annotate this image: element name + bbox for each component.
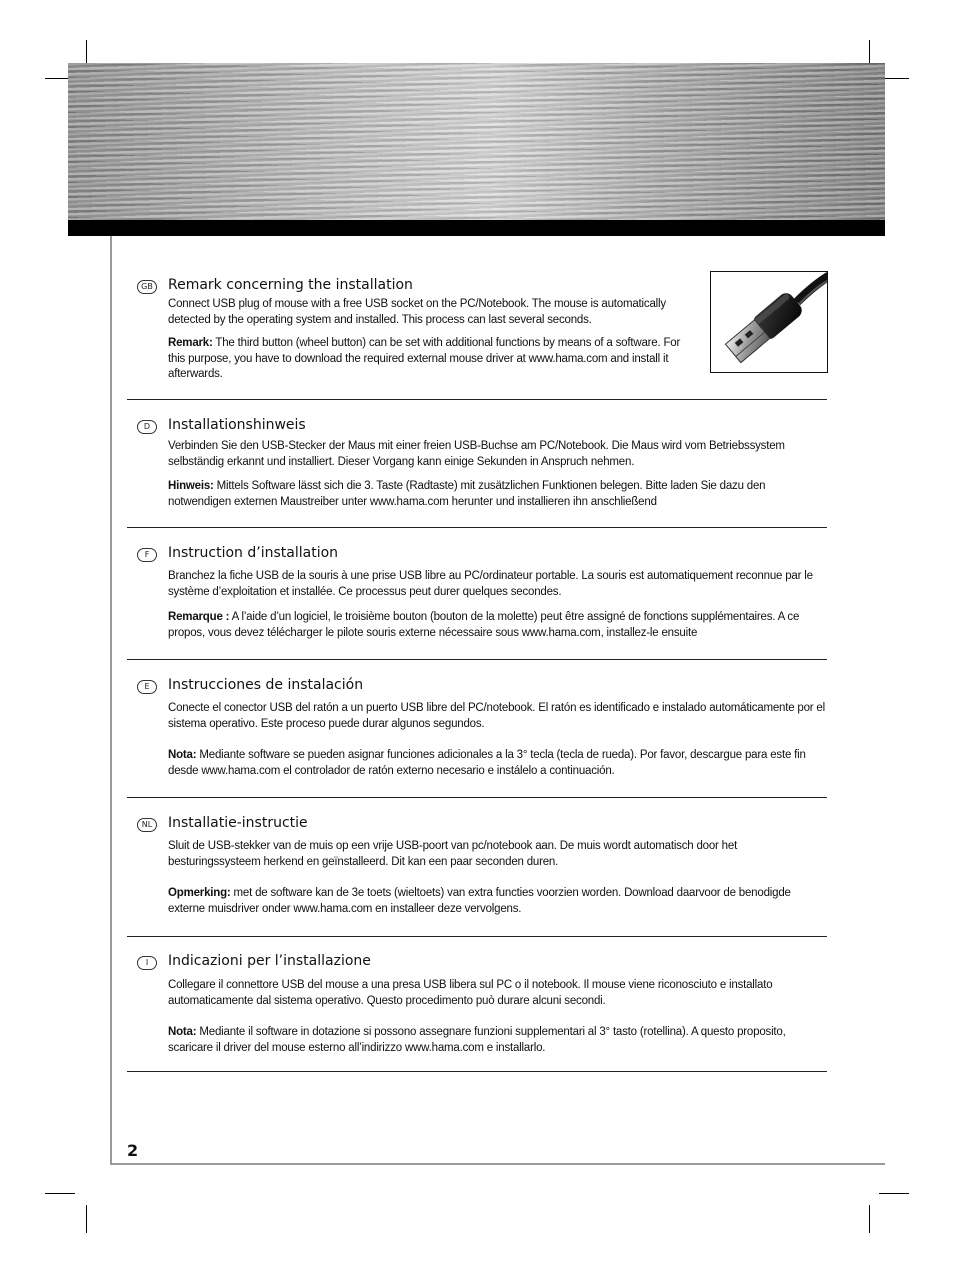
- crop-mark: [869, 1205, 870, 1233]
- section-title: Installatie-instructie: [168, 815, 308, 831]
- section-title: Remark concerning the installation: [168, 277, 413, 293]
- section-remark: [168, 610, 826, 641]
- bottom-rule: [110, 1163, 885, 1165]
- section-paragraph: Sluit de USB-stekker van de muis op een vrije USB-poort van pc/notebook aan. De muis wordt automatisch door het besturingssysteem herkend en geïnstalleerd. Dit kan een paar seconden duren.: [168, 840, 738, 868]
- section-remark: [168, 336, 698, 383]
- remark-label: Hinweis:: [168, 480, 214, 492]
- section-nl: [127, 815, 827, 937]
- remark-label: Remark:: [168, 337, 213, 349]
- language-badge: I: [137, 956, 157, 970]
- language-badge: D: [137, 420, 157, 434]
- section-remark: [168, 886, 826, 917]
- section-paragraph: Verbinden Sie den USB-Stecker der Maus mit einer freien USB-Buchse am PC/Notebook. Die Maus wird vom Betriebssystem selbständig erkannt und installiert. Dieser Vorgang kann einige Sekunden in Anspruch nehmen.: [168, 440, 785, 468]
- remark-label: Nota:: [168, 749, 197, 761]
- left-rule: [110, 236, 112, 1165]
- language-badge: F: [137, 548, 157, 562]
- page-number: 2: [127, 1141, 139, 1160]
- section-e: [127, 677, 827, 798]
- remark-label: Nota:: [168, 1026, 197, 1038]
- remark-text: met de software kan de 3e toets (wieltoets) van extra functies voorzien worden. Download daarvoor de benodigde externe muisdriver onder www.hama.com en installeer deze vervolgens.: [168, 887, 791, 915]
- remark-text: Mittels Software lässt sich die 3. Taste (Radtaste) mit zusätzlichen Funktionen belegen. Bitte laden Sie dazu den notwendigen externen Maustreiber unter www.hama.com herunter und installieren ihn anschließend: [168, 480, 766, 508]
- section-d: [127, 417, 827, 528]
- language-badge: NL: [137, 818, 157, 832]
- remark-label: Opmerking:: [168, 887, 231, 899]
- section-paragraph: Connect USB plug of mouse with a free USB socket on the PC/Notebook. The mouse is automatically detected by the operating system and installed. This process can last several seconds.: [168, 298, 666, 326]
- crop-mark: [45, 1193, 75, 1194]
- section-paragraph: Conecte el conector USB del ratón a un puerto USB libre del PC/notebook. El ratón es identificado e instalado automáticamente por el sistema operativo. Este proceso puede durar algunos segundos.: [168, 702, 825, 730]
- section-gb: [127, 277, 827, 400]
- section-remark: [168, 748, 826, 779]
- section-paragraph: Collegare il connettore USB del mouse a una presa USB libera sul PC o il notebook. Il mouse viene riconosciuto e installato automaticamente dal sistema operativo. Questo procedimento può durare alcuni secondi.: [168, 979, 773, 1007]
- crop-mark: [879, 1193, 909, 1194]
- section-remark: [168, 479, 826, 510]
- remark-text: Mediante software se pueden asignar funciones adicionales a la 3° tecla (tecla de rueda). Por favor, descargue para este fin desde www.hama.com el controlador de ratón externo necesario e instálelo a continuación.: [168, 749, 806, 777]
- section-title: Instruction d’installation: [168, 545, 339, 561]
- header-bar: [68, 220, 885, 236]
- remark-text: Mediante il software in dotazione si possono assegnare funzioni supplementari al 3° tasto (rotellina). A questo proposito, scaricare il driver del mouse esterno all’indirizzo www.hama.com e installarlo.: [168, 1026, 786, 1054]
- section-title: Installationshinweis: [168, 417, 306, 433]
- remark-text: The third button (wheel button) can be set with additional functions by means of a software. For this purpose, you have to download the required external mouse driver at www.hama.com and install it afterwards.: [168, 337, 681, 380]
- section-f: [127, 545, 827, 660]
- section-remark: [168, 1025, 826, 1056]
- section-title: Instrucciones de instalación: [168, 677, 364, 693]
- remark-text: A l’aide d’un logiciel, le troisième bouton (bouton de la molette) peut être assigné de fonctions supplémentaires. A ce propos, vous devez télécharger le pilote souris externe nécessaire sous www.hama.com, installez-le ensuite: [168, 611, 800, 639]
- language-badge: GB: [137, 280, 157, 294]
- crop-mark: [86, 1205, 87, 1233]
- section-i: [127, 953, 827, 1072]
- section-paragraph: Branchez la fiche USB de la souris à une prise USB libre au PC/ordinateur portable. La souris est automatiquement reconnue par le système d’exploitation et installée. Ce processus peut durer quelques secondes.: [168, 570, 813, 598]
- section-title: Indicazioni per l’installazione: [168, 953, 371, 969]
- language-badge: E: [137, 680, 157, 694]
- remark-label: Remarque :: [168, 611, 230, 623]
- header-banner: [68, 63, 885, 220]
